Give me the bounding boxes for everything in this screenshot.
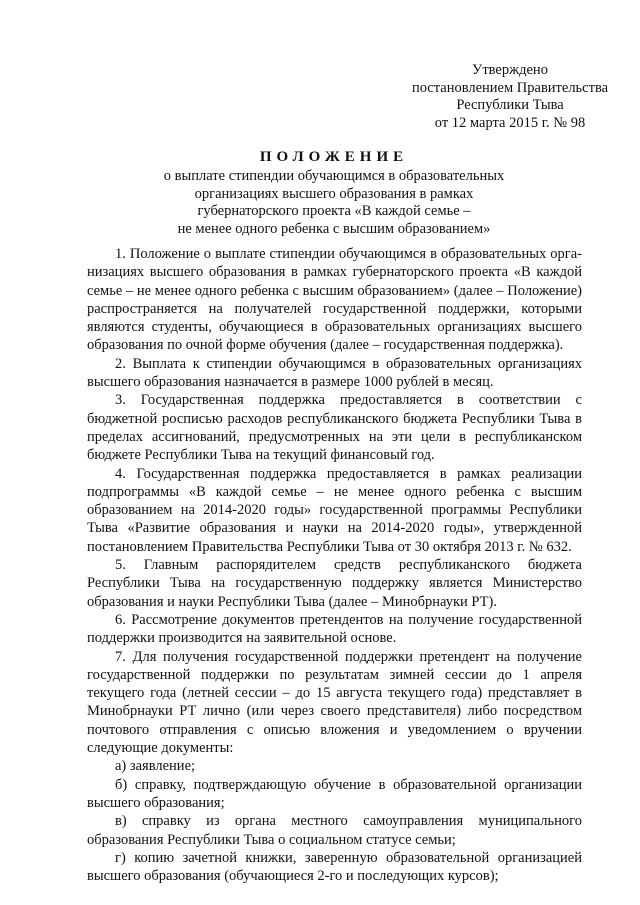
document-title: ПОЛОЖЕНИЕ — [259, 149, 409, 165]
paragraph-7: 7. Для получения государственной поддержки претендент на получение государственной поддержки по результатам зимней сессии до 1 апреля текущего года (летней сессии – до 15 августа текущего года) представляет в Минобрнауки РТ лично (или через своего представителя) либо посредством почтового отправления с описью вложения и уведомлением о вручении следующие документы: — [87, 648, 582, 757]
paragraph-5: 5. Главным распорядителем средств республиканского бюджета Республики Тыва на государственную поддержку является Министерство образования и науки Республики Тыва (далее – Минобрнауки РТ). — [87, 557, 582, 610]
approval-line: Утверждено — [472, 62, 548, 78]
subtitle-line: не менее одного ребенка с высшим образованием» — [177, 220, 491, 237]
subtitle-line: губернаторского проекта «В каждой семье – — [197, 203, 471, 219]
list-item-a: а) заявление; — [115, 758, 196, 775]
approval-block — [395, 62, 625, 132]
subtitle-line: о выплате стипендии обучающимся в образовательных — [163, 168, 505, 184]
paragraph-6: 6. Рассмотрение документов претендентов на получение государственной поддержки производится на заявительной основе. — [87, 611, 582, 647]
document-body — [87, 245, 582, 885]
approval-date-line: от 12 марта 2015 г. № 98 — [434, 114, 586, 131]
list-item-c: в) справку из органа местного самоуправления муниципального образования Республики Тыва о социальном статусе семьи; — [87, 813, 582, 848]
list-item-d: г) копию зачетной книжки, заверенную образовательной организацией высшего образования (обучающиеся 2-го и последующих курсов); — [87, 849, 582, 885]
list-item-b: б) справку, подтверждающую обучение в образовательной организации высшего образования; — [87, 776, 582, 811]
paragraph-4: 4. Государственная поддержка предоставляется в рамках реализации подпрограммы «В каждой семье – не менее одного ребенка с высшим образованием на 2014-2020 годы» государственной программы Республики Тыва «Развитие образования и науки на 2014-2020 годы», утвержденной постановлением Правительства Республики Тыва от 30 октября 2013 г. № 632. — [87, 465, 582, 555]
paragraph-2: 2. Выплата к стипендии обучающимся в образовательных организациях высшего образования назначается в размере 1000 рублей в месяц. — [87, 355, 582, 391]
approval-line: постановлением Правительства — [411, 79, 609, 96]
document-subtitle — [88, 168, 580, 238]
subtitle-line: организациях высшего образования в рамках — [194, 185, 474, 202]
approval-line: Республики Тыва — [456, 97, 564, 113]
paragraph-1: 1. Положение о выплате стипендии обучающимся в образовательных организациях высшего образования в рамках губернаторского проекта «В каждой семье – не менее одного ребенка с высшим образованием» (далее – Положение) распространяется на получателей государственной поддержки, которыми являются студенты, обучающиеся в образовательных организациях высшего образования по очной форме обучения (далее – государственная поддержка). — [87, 246, 582, 354]
paragraph-3: 3. Государственная поддержка предоставляется в соответствии с бюджетной росписью расходов республиканского бюджета Республики Тыва в пределах ассигнований, предусмотренных на эти цели в республиканском бюджете Республики Тыва на текущий финансовый год. — [87, 392, 582, 464]
